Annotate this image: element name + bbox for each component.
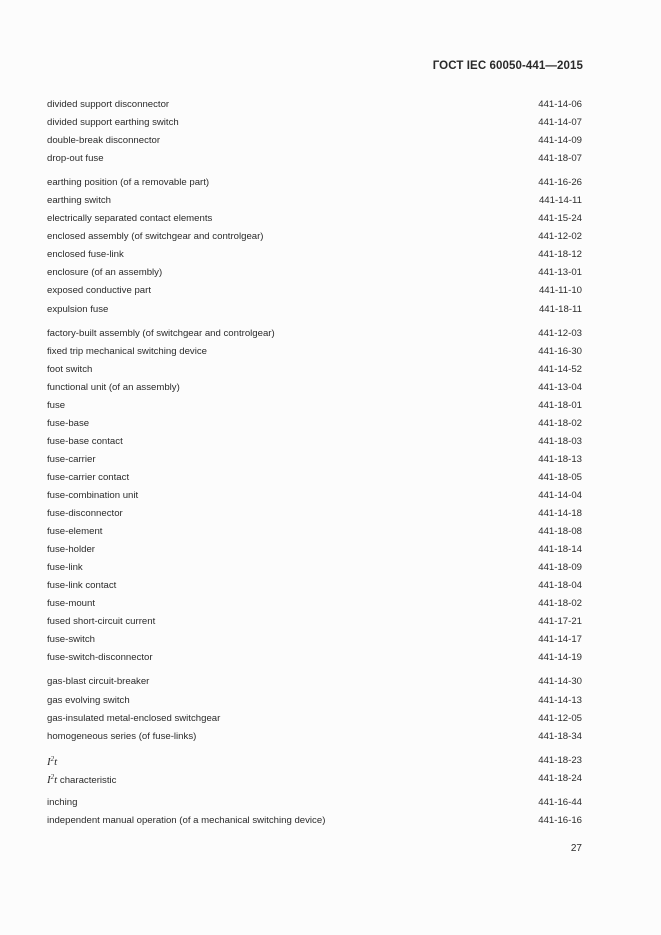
index-group-i <box>47 794 582 830</box>
index-entry <box>47 631 582 649</box>
entry-term: fuse-base <box>47 417 90 429</box>
entry-term: fuse-switch <box>47 634 95 646</box>
entry-reference: 441-16-16 <box>538 814 582 826</box>
entry-reference: 441-18-12 <box>538 249 582 261</box>
index-entry <box>47 577 582 595</box>
entry-reference: 441-15-24 <box>538 213 582 225</box>
entry-term: gas-insulated metal-enclosed switchgear <box>47 712 221 724</box>
entry-reference: 441-16-44 <box>538 796 582 808</box>
entry-reference: 441-18-24 <box>538 772 582 784</box>
index-entry <box>47 433 582 451</box>
index-entry <box>47 595 582 613</box>
entry-reference: 441-18-05 <box>538 471 582 483</box>
entry-reference: 441-11-10 <box>538 285 582 297</box>
index-entry <box>47 264 582 282</box>
term-index <box>47 96 582 830</box>
entry-reference: 441-12-02 <box>538 231 582 243</box>
document-header: ГОСТ IEC 60050-441—2015 <box>432 60 583 72</box>
entry-reference: 441-18-34 <box>538 730 582 742</box>
entry-term: fuse-element <box>47 526 103 538</box>
entry-reference: 441-14-30 <box>538 676 582 688</box>
index-entry <box>47 523 582 541</box>
entry-reference: 441-18-02 <box>538 417 582 429</box>
index-entry <box>47 752 582 770</box>
index-entry <box>47 673 582 691</box>
index-entry <box>47 301 582 319</box>
entry-reference: 441-18-09 <box>538 562 582 574</box>
index-entry <box>47 325 582 343</box>
index-entry <box>47 132 582 150</box>
index-group-d <box>47 96 582 168</box>
entry-term: foot switch <box>47 363 93 375</box>
entry-term: $I^2t$ characteristic <box>47 772 117 786</box>
entry-term: fuse-carrier <box>47 453 96 465</box>
index-entry <box>47 96 582 114</box>
index-entry <box>47 469 582 487</box>
entry-term: inching <box>47 796 78 808</box>
entry-term: divided support earthing switch <box>47 117 179 129</box>
entry-term: fuse-link contact <box>47 580 117 592</box>
index-entry <box>47 415 582 433</box>
entry-reference: 441-18-03 <box>538 435 582 447</box>
entry-term: fixed trip mechanical switching device <box>47 345 207 357</box>
index-entry <box>47 559 582 577</box>
index-group-g-h <box>47 673 582 745</box>
entry-reference: 441-18-01 <box>538 399 582 411</box>
index-group-f <box>47 325 582 668</box>
index-entry <box>47 613 582 631</box>
entry-reference: 441-18-02 <box>538 598 582 610</box>
entry-term: factory-built assembly (of switchgear and controlgear) <box>47 327 275 339</box>
entry-term: exposed conductive part <box>47 285 151 297</box>
entry-term: fuse-switch-disconnector <box>47 652 153 664</box>
index-entry <box>47 114 582 132</box>
entry-term: expulsion fuse <box>47 303 109 315</box>
entry-term: fuse-holder <box>47 544 95 556</box>
index-entry <box>47 451 582 469</box>
entry-term: enclosed assembly (of switchgear and controlgear) <box>47 231 264 243</box>
index-entry <box>47 150 582 168</box>
entry-term: fused short-circuit current <box>47 616 156 628</box>
index-entry <box>47 228 582 246</box>
entry-term: functional unit (of an assembly) <box>47 381 180 393</box>
index-entry <box>47 692 582 710</box>
entry-reference: 441-14-18 <box>538 508 582 520</box>
index-entry <box>47 192 582 210</box>
entry-reference: 441-12-05 <box>538 712 582 724</box>
entry-term: enclosure (of an assembly) <box>47 267 163 279</box>
entry-term: double-break disconnector <box>47 135 161 147</box>
index-group-i2t <box>47 752 582 788</box>
entry-reference: 441-18-14 <box>538 544 582 556</box>
index-entry <box>47 174 582 192</box>
index-entry <box>47 343 582 361</box>
index-entry <box>47 397 582 415</box>
entry-term: homogeneous series (of fuse-links) <box>47 730 197 742</box>
index-entry <box>47 361 582 379</box>
entry-term: fuse-carrier contact <box>47 471 130 483</box>
entry-reference: 441-18-23 <box>538 754 582 766</box>
entry-reference: 441-14-52 <box>538 363 582 375</box>
index-entry <box>47 770 582 788</box>
index-entry <box>47 710 582 728</box>
entry-term: fuse-combination unit <box>47 490 139 501</box>
entry-term: gas-blast circuit-breaker <box>47 676 150 688</box>
entry-term: fuse-mount <box>47 598 95 610</box>
entry-reference: 441-18-08 <box>538 526 582 538</box>
entry-reference: 441-14-17 <box>538 634 582 646</box>
entry-term: electrically separated contact elements <box>47 213 213 225</box>
entry-reference: 441-13-01 <box>538 267 582 279</box>
entry-reference: 441-13-04 <box>538 381 582 393</box>
entry-term: enclosed fuse-link <box>47 249 124 261</box>
index-entry <box>47 728 582 746</box>
entry-reference: 441-17-21 <box>538 616 582 628</box>
index-entry <box>47 505 582 523</box>
entry-reference: 441-16-26 <box>538 177 582 189</box>
entry-reference: 441-14-06 <box>538 99 582 111</box>
math-i2t: $I^2t$ <box>47 754 58 768</box>
entry-term: divided support disconnector <box>47 99 170 111</box>
index-entry <box>47 487 582 505</box>
entry-term: gas evolving switch <box>47 694 130 706</box>
entry-reference: 441-12-03 <box>538 327 582 339</box>
entry-reference: 441-14-09 <box>538 135 582 147</box>
entry-term: drop-out fuse <box>47 153 104 165</box>
entry-reference: 441-14-13 <box>538 694 582 706</box>
entry-reference: 441-14-04 <box>538 490 582 501</box>
entry-reference: 441-18-13 <box>538 453 582 465</box>
index-group-e <box>47 174 582 318</box>
index-entry <box>47 812 582 830</box>
page-number: 27 <box>570 843 582 854</box>
entry-term: independent manual operation (of a mechanical switching device) <box>47 814 326 826</box>
entry-reference: 441-14-07 <box>538 117 582 129</box>
entry-term: fuse-base contact <box>47 435 123 447</box>
entry-term: fuse-disconnector <box>47 508 123 520</box>
entry-term: earthing position (of a removable part) <box>47 177 210 189</box>
entry-reference: 441-16-30 <box>538 345 582 357</box>
index-entry <box>47 379 582 397</box>
entry-reference: 441-14-11 <box>538 195 582 207</box>
index-entry <box>47 282 582 300</box>
index-entry <box>47 246 582 264</box>
entry-reference: 441-18-11 <box>538 303 582 315</box>
entry-reference: 441-18-04 <box>538 580 582 592</box>
index-entry <box>47 210 582 228</box>
entry-reference: 441-18-07 <box>538 153 582 165</box>
index-entry <box>47 649 582 667</box>
entry-reference: 441-14-19 <box>538 652 582 664</box>
entry-term: fuse-link <box>47 562 83 574</box>
index-entry <box>47 541 582 559</box>
entry-term: fuse <box>47 399 66 411</box>
math-i2t: $I^2t$ <box>47 772 58 786</box>
index-entry <box>47 794 582 812</box>
entry-term: earthing switch <box>47 195 111 207</box>
